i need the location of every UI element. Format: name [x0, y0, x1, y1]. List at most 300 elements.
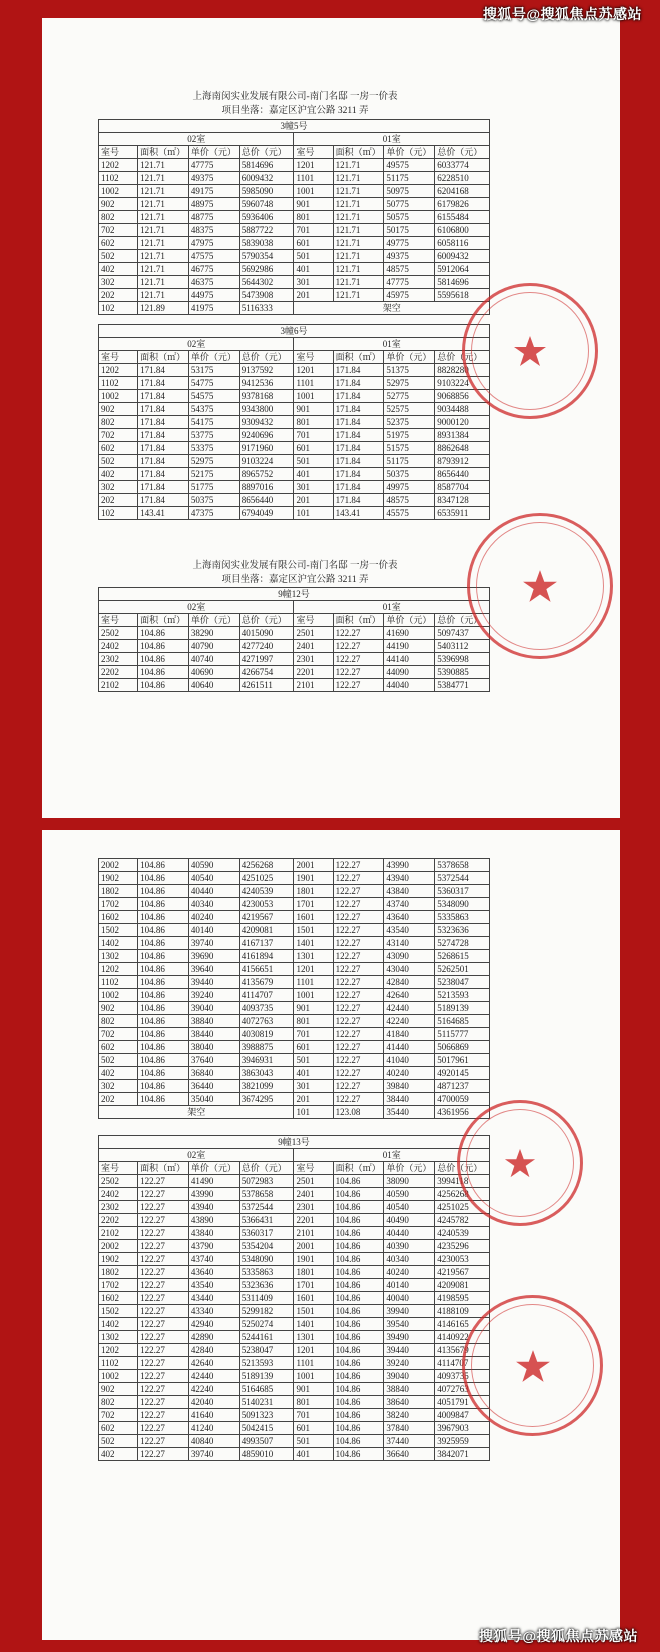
table-cell: 201 [294, 1093, 333, 1106]
table-cell: 122.27 [138, 1305, 189, 1318]
table-cell: 40690 [188, 666, 239, 679]
table-cell: 1301 [294, 950, 333, 963]
table-row [99, 1214, 490, 1227]
table-cell: 1202 [99, 364, 138, 377]
table-row [99, 885, 490, 898]
column-header: 单价（元） [384, 614, 435, 627]
table-cell: 6009432 [239, 172, 294, 185]
table-row [99, 1080, 490, 1093]
table-cell: 171.84 [138, 390, 189, 403]
table-cell: 1201 [294, 963, 333, 976]
table-cell: 801 [294, 1396, 333, 1409]
table-cell: 2502 [99, 627, 138, 640]
column-header: 室号 [294, 1162, 333, 1175]
table-cell: 143.41 [333, 507, 384, 520]
table-cell: 104.86 [138, 872, 189, 885]
table-cell: 104.86 [333, 1227, 384, 1240]
table-cell: 41440 [384, 1041, 435, 1054]
table-cell: 2402 [99, 1188, 138, 1201]
table-cell: 39040 [188, 1002, 239, 1015]
building-5-price-table [98, 119, 490, 315]
table-row [99, 185, 490, 198]
table-cell: 1501 [294, 1305, 333, 1318]
table-cell: 39040 [384, 1370, 435, 1383]
table-cell: 40840 [188, 1435, 239, 1448]
table-cell: 104.86 [333, 1253, 384, 1266]
table-cell: 40140 [188, 924, 239, 937]
table-cell: 50375 [384, 468, 435, 481]
table-cell: 2301 [294, 1201, 333, 1214]
table-cell: 5097437 [435, 627, 490, 640]
table-cell: 701 [294, 224, 333, 237]
table-cell: 54175 [188, 416, 239, 429]
column-header: 单价（元） [384, 1162, 435, 1175]
table-cell: 39740 [188, 1448, 239, 1461]
table-cell: 104.86 [138, 989, 189, 1002]
table-cell: 49375 [188, 172, 239, 185]
table-cell: 46375 [188, 276, 239, 289]
table-cell: 40340 [384, 1253, 435, 1266]
table-cell: 1202 [99, 963, 138, 976]
table-row [99, 872, 490, 885]
unit-02-header: 02室 [99, 133, 294, 146]
table-row [99, 1028, 490, 1041]
table-cell: 39640 [188, 963, 239, 976]
table-cell: 40590 [384, 1188, 435, 1201]
column-header: 总价（元） [239, 146, 294, 159]
table-cell: 104.86 [138, 1054, 189, 1067]
table-cell: 1101 [294, 1357, 333, 1370]
table-cell: 5262501 [435, 963, 490, 976]
table-cell: 1202 [99, 159, 138, 172]
column-header: 面积（㎡） [333, 1162, 384, 1175]
table-cell: 1602 [99, 1292, 138, 1305]
table-cell: 4871237 [435, 1080, 490, 1093]
table-cell: 5839038 [239, 237, 294, 250]
document-page-1 [42, 18, 620, 818]
table-cell: 51975 [384, 429, 435, 442]
table-cell: 1001 [294, 390, 333, 403]
table-cell: 104.86 [333, 1292, 384, 1305]
table-cell: 39540 [384, 1318, 435, 1331]
column-header: 面积（㎡） [333, 614, 384, 627]
table-cell: 201 [294, 289, 333, 302]
table-cell: 5250274 [239, 1318, 294, 1331]
table-cell: 35040 [188, 1093, 239, 1106]
table-cell: 122.27 [333, 1080, 384, 1093]
doc2-location: 项目坐落：嘉定区沪宜公路 3211 弄 [221, 575, 369, 585]
table-cell: 4859010 [239, 1448, 294, 1461]
table-row [99, 237, 490, 250]
table-cell: 122.27 [333, 937, 384, 950]
column-header: 室号 [99, 614, 138, 627]
table-cell: 121.71 [333, 198, 384, 211]
table-cell: 122.27 [138, 1253, 189, 1266]
table-row [99, 924, 490, 937]
table-cell: 702 [99, 1028, 138, 1041]
column-header: 总价（元） [435, 614, 490, 627]
table-cell: 43540 [384, 924, 435, 937]
table-cell: 121.71 [333, 185, 384, 198]
table-row [99, 224, 490, 237]
table-cell: 171.84 [138, 377, 189, 390]
table-cell: 171.84 [138, 442, 189, 455]
table-cell: 8931384 [435, 429, 490, 442]
table-cell: 42240 [188, 1383, 239, 1396]
table-cell: 122.27 [138, 1344, 189, 1357]
table-row [99, 1409, 490, 1422]
table-cell: 4135679 [435, 1344, 490, 1357]
table-cell: 52975 [384, 377, 435, 390]
unit-02-header: 02室 [99, 338, 294, 351]
table-cell: 4015090 [239, 627, 294, 640]
table-cell: 121.71 [333, 250, 384, 263]
table-cell: 121.71 [333, 159, 384, 172]
table-cell: 41240 [188, 1422, 239, 1435]
table-cell: 401 [294, 1448, 333, 1461]
table-cell: 39690 [188, 950, 239, 963]
table-cell: 1602 [99, 911, 138, 924]
table-cell: 123.08 [333, 1106, 384, 1119]
table-cell: 4140922 [435, 1331, 490, 1344]
table-cell: 51575 [384, 442, 435, 455]
table-cell: 122.27 [138, 1357, 189, 1370]
table-cell: 49175 [188, 185, 239, 198]
table-row [99, 640, 490, 653]
table-cell: 1202 [99, 1344, 138, 1357]
table-cell: 47375 [188, 507, 239, 520]
table-cell: 121.71 [333, 263, 384, 276]
table-cell: 5323636 [435, 924, 490, 937]
table-cell: 802 [99, 1015, 138, 1028]
table-cell: 6794049 [239, 507, 294, 520]
table-cell: 901 [294, 1002, 333, 1015]
table-cell: 5072983 [239, 1175, 294, 1188]
table-cell: 1201 [294, 159, 333, 172]
table-cell: 5936406 [239, 211, 294, 224]
table-cell: 6535911 [435, 507, 490, 520]
table-cell: 42640 [384, 989, 435, 1002]
table-cell: 50775 [384, 198, 435, 211]
table-cell: 122.27 [138, 1266, 189, 1279]
table-row [99, 364, 490, 377]
table-cell: 121.71 [333, 211, 384, 224]
table-cell: 171.84 [333, 494, 384, 507]
table-cell: 5017961 [435, 1054, 490, 1067]
table-cell: 702 [99, 1409, 138, 1422]
table-cell: 104.86 [138, 1067, 189, 1080]
table-cell: 37440 [384, 1435, 435, 1448]
table-cell: 502 [99, 455, 138, 468]
table-row [99, 1435, 490, 1448]
table-cell: 2302 [99, 1201, 138, 1214]
table-cell: 5360317 [435, 885, 490, 898]
table-cell: 5390885 [435, 666, 490, 679]
table-cell: 43940 [188, 1201, 239, 1214]
table-cell: 4240539 [435, 1227, 490, 1240]
table-cell: 122.27 [333, 1002, 384, 1015]
table-row [99, 1383, 490, 1396]
table-cell: 38240 [384, 1409, 435, 1422]
table-cell: 9240696 [239, 429, 294, 442]
table-row [99, 507, 490, 520]
table-cell: 171.84 [333, 442, 384, 455]
building-12-price-table-continued [98, 858, 490, 1119]
table-cell: 49775 [384, 237, 435, 250]
table-cell: 5213593 [239, 1357, 294, 1370]
table-cell: 40540 [384, 1201, 435, 1214]
table-cell: 3994118 [435, 1175, 490, 1188]
table-cell: 8587704 [435, 481, 490, 494]
table-cell: 5299182 [239, 1305, 294, 1318]
table-cell: 702 [99, 429, 138, 442]
table-row [99, 1305, 490, 1318]
table-cell: 171.84 [138, 429, 189, 442]
table-cell: 47975 [188, 237, 239, 250]
table-cell: 2002 [99, 859, 138, 872]
table-cell: 2401 [294, 640, 333, 653]
table-cell: 1802 [99, 1266, 138, 1279]
table-cell: 52175 [188, 468, 239, 481]
table-cell: 44040 [384, 679, 435, 692]
table-row [99, 1002, 490, 1015]
table-cell: 5164685 [435, 1015, 490, 1028]
table-cell: 122.27 [138, 1396, 189, 1409]
table-cell: 5595618 [435, 289, 490, 302]
table-cell: 2502 [99, 1175, 138, 1188]
table-cell: 1002 [99, 185, 138, 198]
table-row [99, 1370, 490, 1383]
table-row [99, 159, 490, 172]
table-cell: 302 [99, 1080, 138, 1093]
table-cell: 38290 [188, 627, 239, 640]
table-row [99, 390, 490, 403]
table-cell: 104.86 [138, 640, 189, 653]
table-cell: 171.84 [138, 481, 189, 494]
table-cell: 122.27 [333, 679, 384, 692]
table-cell: 44140 [384, 653, 435, 666]
column-header: 面积（㎡） [138, 1162, 189, 1175]
table-cell: 5960748 [239, 198, 294, 211]
table-cell: 1002 [99, 989, 138, 1002]
table-cell: 43140 [384, 937, 435, 950]
table-cell: 171.84 [333, 364, 384, 377]
table-cell: 9309432 [239, 416, 294, 429]
table-cell: 9068856 [435, 390, 490, 403]
table-cell: 2501 [294, 627, 333, 640]
table-row [99, 172, 490, 185]
column-header: 单价（元） [384, 351, 435, 364]
table-row [99, 1188, 490, 1201]
table-cell: 54575 [188, 390, 239, 403]
table-cell: 42840 [384, 976, 435, 989]
table-cell: 5213593 [435, 989, 490, 1002]
table-cell: 42940 [188, 1318, 239, 1331]
table-cell: 4156651 [239, 963, 294, 976]
table-cell: 5238047 [435, 976, 490, 989]
table-cell: 104.86 [333, 1318, 384, 1331]
table-cell: 1001 [294, 989, 333, 1002]
table-cell: 38440 [188, 1028, 239, 1041]
table-cell: 39840 [384, 1080, 435, 1093]
table-cell: 5164685 [239, 1383, 294, 1396]
table-cell: 601 [294, 237, 333, 250]
table-cell: 53375 [188, 442, 239, 455]
table-row [99, 627, 490, 640]
table-cell: 4188109 [435, 1305, 490, 1318]
table-cell: 104.86 [333, 1357, 384, 1370]
table-cell: 401 [294, 1067, 333, 1080]
table-cell: 43840 [384, 885, 435, 898]
table-cell: 5116333 [239, 302, 294, 315]
table-cell: 104.86 [333, 1331, 384, 1344]
unit-01-header: 01室 [294, 133, 490, 146]
table-cell: 50975 [384, 185, 435, 198]
table-cell: 53175 [188, 364, 239, 377]
table-cell: 122.27 [138, 1227, 189, 1240]
table-cell: 4219567 [239, 911, 294, 924]
table-cell: 502 [99, 1054, 138, 1067]
table-cell: 602 [99, 1041, 138, 1054]
table-row [99, 416, 490, 429]
table-cell: 171.84 [138, 403, 189, 416]
table-cell: 43090 [384, 950, 435, 963]
table-row [99, 1396, 490, 1409]
table-cell: 2101 [294, 1227, 333, 1240]
table-cell: 1201 [294, 364, 333, 377]
table-cell: 122.27 [333, 989, 384, 1002]
document-page-2 [42, 830, 620, 1640]
table-cell: 41640 [188, 1409, 239, 1422]
table-cell: 2201 [294, 1214, 333, 1227]
table-cell: 501 [294, 1054, 333, 1067]
table-cell: 47775 [384, 276, 435, 289]
table-cell: 52975 [188, 455, 239, 468]
table-cell: 1301 [294, 1331, 333, 1344]
table-cell: 39440 [384, 1344, 435, 1357]
table-cell: 5473908 [239, 289, 294, 302]
table-cell: 39940 [384, 1305, 435, 1318]
table-cell: 104.86 [333, 1422, 384, 1435]
table-cell: 40440 [384, 1227, 435, 1240]
table-cell: 4256268 [435, 1188, 490, 1201]
column-header: 单价（元） [188, 146, 239, 159]
doc2-title: 上海南闵实业发展有限公司-南门名邸 一房一价表 [192, 561, 398, 571]
table-cell: 4051791 [435, 1396, 490, 1409]
table-cell: 122.27 [138, 1292, 189, 1305]
column-header: 单价（元） [188, 351, 239, 364]
table-cell: 43790 [188, 1240, 239, 1253]
table-cell: 122.27 [138, 1240, 189, 1253]
table-cell: 4240539 [239, 885, 294, 898]
table-cell: 902 [99, 1383, 138, 1396]
column-header: 室号 [294, 614, 333, 627]
table-cell: 5335863 [435, 911, 490, 924]
column-header: 总价（元） [239, 1162, 294, 1175]
table-cell: 52575 [384, 403, 435, 416]
table-cell: 5644302 [239, 276, 294, 289]
table-cell: 104.86 [138, 1015, 189, 1028]
table-cell: 3863043 [239, 1067, 294, 1080]
table-cell: 43640 [188, 1266, 239, 1279]
table-cell: 48775 [188, 211, 239, 224]
table-cell: 902 [99, 198, 138, 211]
table-cell: 4167137 [239, 937, 294, 950]
column-header: 单价（元） [188, 1162, 239, 1175]
table-cell: 2501 [294, 1175, 333, 1188]
table-cell: 1401 [294, 1318, 333, 1331]
table-cell: 601 [294, 1041, 333, 1054]
column-header: 单价（元） [188, 614, 239, 627]
table-cell: 1501 [294, 924, 333, 937]
table-cell: 402 [99, 1448, 138, 1461]
building-6-price-table [98, 324, 490, 520]
table-cell: 104.86 [333, 1175, 384, 1188]
table-cell: 4271997 [239, 653, 294, 666]
column-header: 室号 [99, 1162, 138, 1175]
table-cell: 5274728 [435, 937, 490, 950]
table-cell: 9034488 [435, 403, 490, 416]
table-cell: 48575 [384, 494, 435, 507]
table-cell: 171.84 [333, 468, 384, 481]
table-cell: 43890 [188, 1214, 239, 1227]
table-cell: 4161894 [239, 950, 294, 963]
table-cell: 40540 [188, 872, 239, 885]
table-cell: 8897016 [239, 481, 294, 494]
table-cell: 102 [99, 302, 138, 315]
table-cell: 4093735 [435, 1370, 490, 1383]
table-cell: 122.27 [138, 1318, 189, 1331]
table-row [99, 455, 490, 468]
column-header: 总价（元） [239, 351, 294, 364]
table-cell: 35440 [384, 1106, 435, 1119]
table-cell: 402 [99, 1067, 138, 1080]
table-cell: 2102 [99, 679, 138, 692]
column-header: 面积（㎡） [138, 351, 189, 364]
table-cell: 171.84 [138, 468, 189, 481]
table-cell: 2102 [99, 1227, 138, 1240]
table-cell: 40740 [188, 653, 239, 666]
table-cell: 702 [99, 224, 138, 237]
table-cell: 45975 [384, 289, 435, 302]
unit-01-header: 01室 [294, 338, 490, 351]
table-cell: 5366431 [239, 1214, 294, 1227]
table-cell: 37840 [384, 1422, 435, 1435]
table-cell: 1002 [99, 1370, 138, 1383]
table-cell: 6179826 [435, 198, 490, 211]
table-cell: 122.27 [333, 885, 384, 898]
table-row [99, 1292, 490, 1305]
doc1-header [100, 88, 490, 116]
table-cell: 38840 [384, 1383, 435, 1396]
table-cell: 4266754 [239, 666, 294, 679]
table-cell: 4114707 [239, 989, 294, 1002]
table-cell: 2402 [99, 640, 138, 653]
table-cell: 502 [99, 250, 138, 263]
table-cell: 301 [294, 1080, 333, 1093]
table-cell: 104.86 [333, 1448, 384, 1461]
table-cell: 49975 [384, 481, 435, 494]
building-13-price-table [98, 1135, 490, 1461]
table-cell: 40340 [188, 898, 239, 911]
table-cell: 121.71 [333, 224, 384, 237]
table-cell: 4072763 [435, 1383, 490, 1396]
table-cell: 104.86 [138, 963, 189, 976]
table-row [99, 1422, 490, 1435]
table-row [99, 859, 490, 872]
table-cell: 121.71 [333, 276, 384, 289]
table-cell: 104.86 [138, 976, 189, 989]
